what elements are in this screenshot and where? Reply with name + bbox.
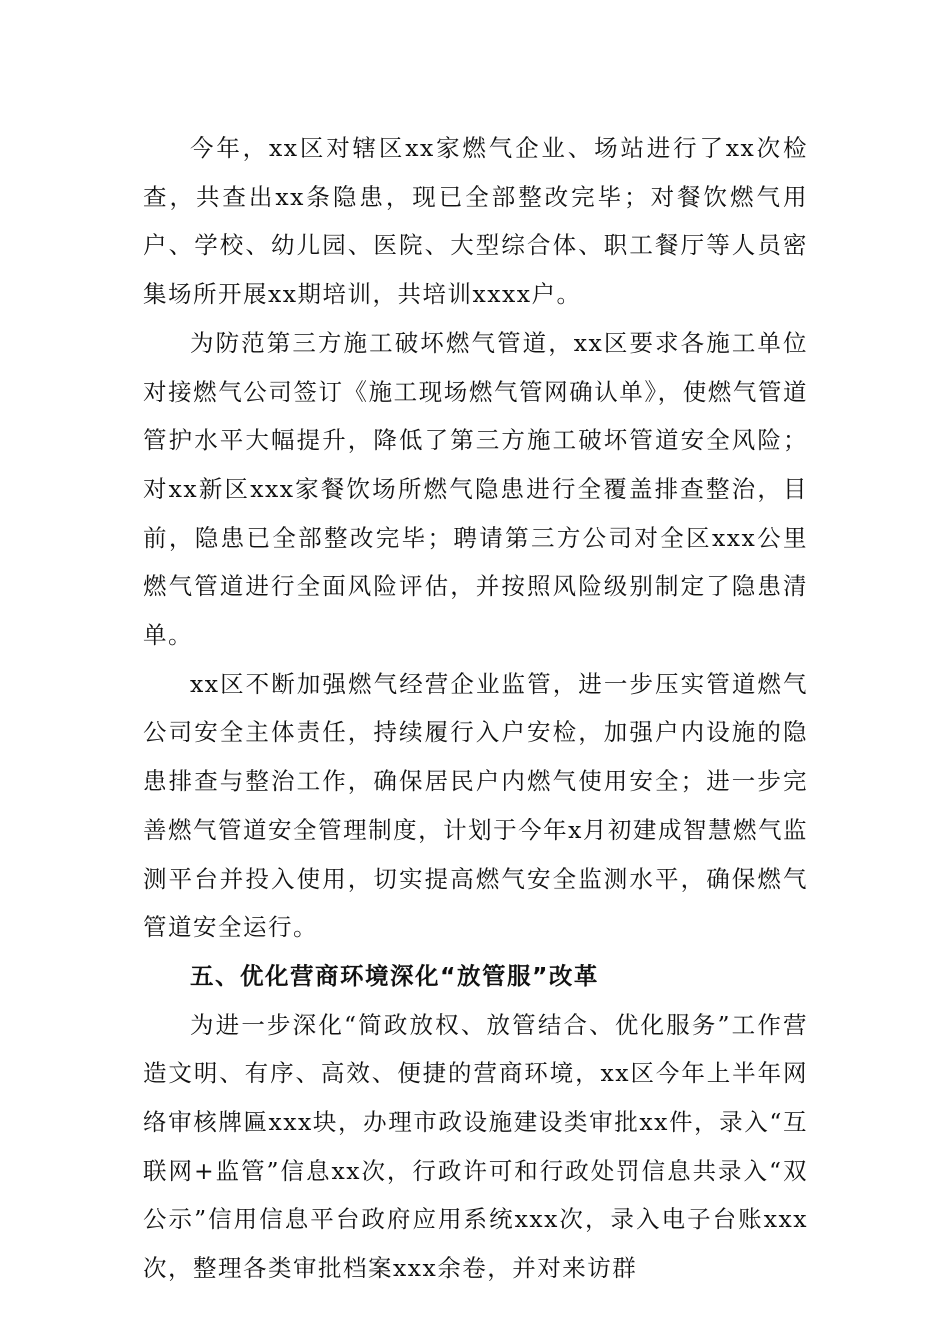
paragraph-enterprise-supervision: xx区不断加强燃气经营企业监管，进一步压实管道燃气公司安全主体责任，持续履行入户安检，加强户内设施的隐患排查与整治工作，确保居民户内燃气使用安全；进一步完善燃气管道安全管理制度，计划于今年x月初建成智慧燃气监测平台并投入使用，切实提高燃气安全监测水平，确保燃气管道安全运行。 <box>143 669 808 942</box>
document-body <box>143 124 808 1293</box>
paragraph-gas-inspection: 今年，xx区对辖区xx家燃气企业、场站进行了xx次检查，共查出xx条隐患，现已全部整改完毕；对餐饮燃气用户、学校、幼儿园、医院、大型综合体、职工餐厅等人员密集场所开展xx期培训，共培训xxxx户。 <box>143 134 808 309</box>
paragraph-business-environment: 为进一步深化“简政放权、放管结合、优化服务”工作营造文明、有序、高效、便捷的营商环境，xx区今年上半年网络审核牌匾xxx块，办理市政设施建设类审批xx件，录入“互联网+监管”信息xx次，行政许可和行政处罚信息共录入“双公示”信用信息平台政府应用系统xxx次，录入电子台账xxx次，整理各类审批档案xxx余卷，并对来访群 <box>143 1010 808 1283</box>
paragraph-third-party-construction: 为防范第三方施工破坏燃气管道，xx区要求各施工单位对接燃气公司签订《施工现场燃气管网确认单》，使燃气管道管护水平大幅提升，降低了第三方施工破坏管道安全风险；对xx新区xxx家餐饮场所燃气隐患进行全覆盖排查整治，目前，隐患已全部整改完毕；聘请第三方公司对全区xxx公里燃气管道进行全面风险评估，并按照风险级别制定了隐患清单。 <box>143 328 808 650</box>
section-heading: 五、优化营商环境深化“放管服”改革 <box>190 961 599 990</box>
